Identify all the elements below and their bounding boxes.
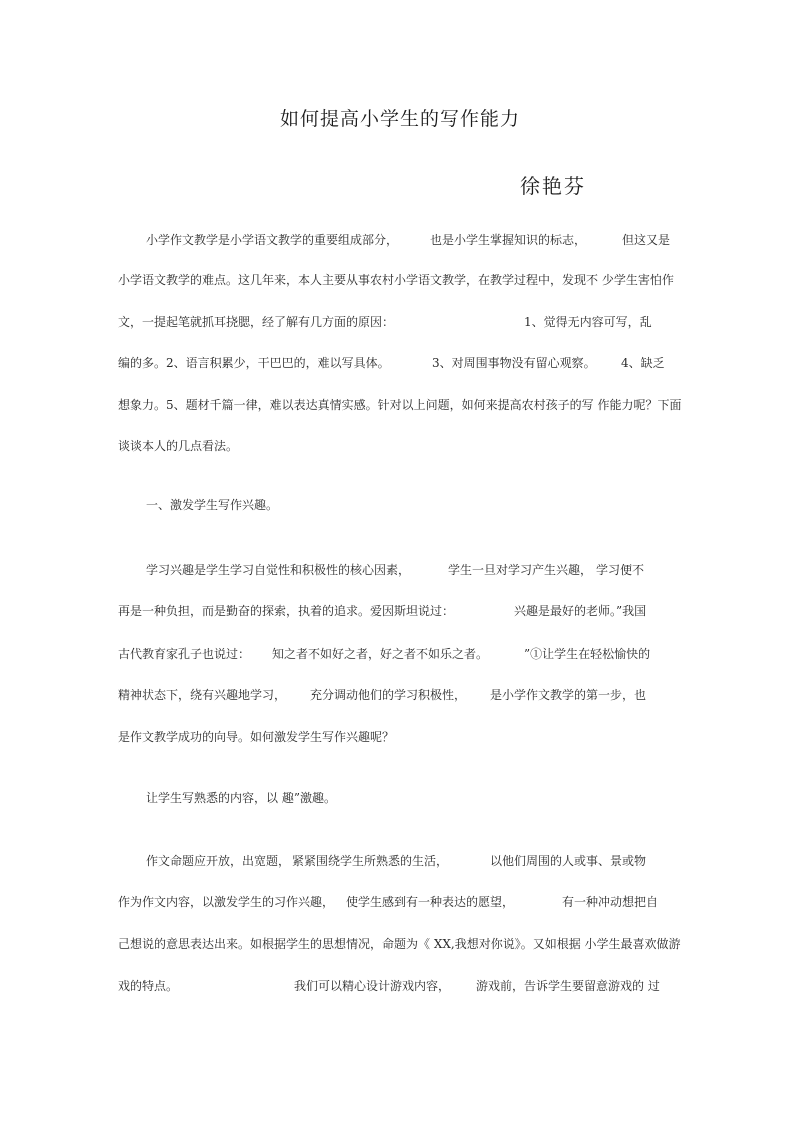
text-segment: 作为作文内容，以激发学生的习作兴趣， (118, 895, 335, 909)
text-segment: 紧紧围绕学生所熟悉的生活， (292, 854, 449, 868)
text-segment: 再是一种负担，而是勤奋的探索，执着的追求。爱因斯坦说过： (118, 604, 455, 618)
text-segment: 3、对周围事物没有留心观察。 (432, 356, 596, 370)
text-segment: 学生一旦对学习产生兴趣， (448, 563, 593, 577)
text-segment: 学习兴趣是学生学习自觉性和积极性的核心因素， (146, 563, 411, 577)
text-segment: ”①让学生在轻松愉快的 (524, 647, 651, 661)
text-segment: 知之者不如好之者，好之者不如乐之者。 (272, 647, 489, 661)
text-segment: 戏的特点。 (118, 979, 179, 993)
document-title: 如何提高小学生的写作能力 (279, 108, 520, 130)
text-segment: 但这又是 (622, 233, 671, 247)
text-segment: 小学作文教学是小学语文教学的重要组成部分， (146, 233, 399, 247)
text-segment: 4、缺乏 (621, 356, 665, 370)
text-segment: 谈谈本人的几点看法。 (118, 439, 239, 453)
text-segment: 编的多。2、语言积累少，干巴巴的，难以写具体。 (118, 356, 390, 370)
text-segment: 1、觉得无内容可写，乱 (524, 315, 652, 329)
text-segment: 我们可以精心设计游戏内容， (294, 979, 451, 993)
text-segment: 精神状态下，绕有兴趣地学习， (118, 688, 287, 702)
text-segment: 想象力。5、题材千篇一律，难以表达真情实感。针对以上问题，如何来提高农村孩子的写 作能力呢？下面 (118, 398, 682, 412)
text-segment: 也是小学生掌握知识的标志， (430, 233, 587, 247)
text-segment: 作文命题应开放，出宽题， (146, 854, 291, 868)
text-segment: 游戏前，告诉学生要留意游戏的 过 (476, 979, 660, 993)
text-segment: 一、激发学生写作兴趣。 (146, 498, 279, 512)
document-author: 徐艳芬 (520, 174, 586, 198)
text-segment: 己想说的意思表达出来。如根据学生的思想情况，命题为《 XX,我想对你说》。又如根据 小学生最喜欢做游 (118, 937, 681, 951)
text-segment: 是作文教学成功的向导。如何激发学生写作兴趣呢？ (118, 730, 395, 744)
text-segment: 充分调动他们的学习积极性， (310, 688, 467, 702)
text-segment: 让学生写熟悉的内容，以 趣”激趣。 (146, 791, 336, 805)
text-segment: 以他们周围的人或事、景或物 (490, 854, 647, 868)
text-segment: 文，一提起笔就抓耳挠腮，经了解有几方面的原因： (118, 315, 395, 329)
text-segment: 使学生感到有一种表达的愿望， (346, 895, 515, 909)
text-segment: 学习便不 (596, 563, 645, 577)
text-segment: 兴趣是最好的老师。”我国 (514, 604, 647, 618)
text-segment: 小学语文教学的难点。这几年来，本人主要从事农村小学语文教学，在教学过程中，发现不 少学生害怕作 (118, 273, 674, 287)
text-segment: 是小学作文教学的第一步，也 (490, 688, 647, 702)
text-segment: 古代教育家孔子也说过： (118, 647, 251, 661)
text-segment: 有一种冲动想把自 (562, 895, 659, 909)
